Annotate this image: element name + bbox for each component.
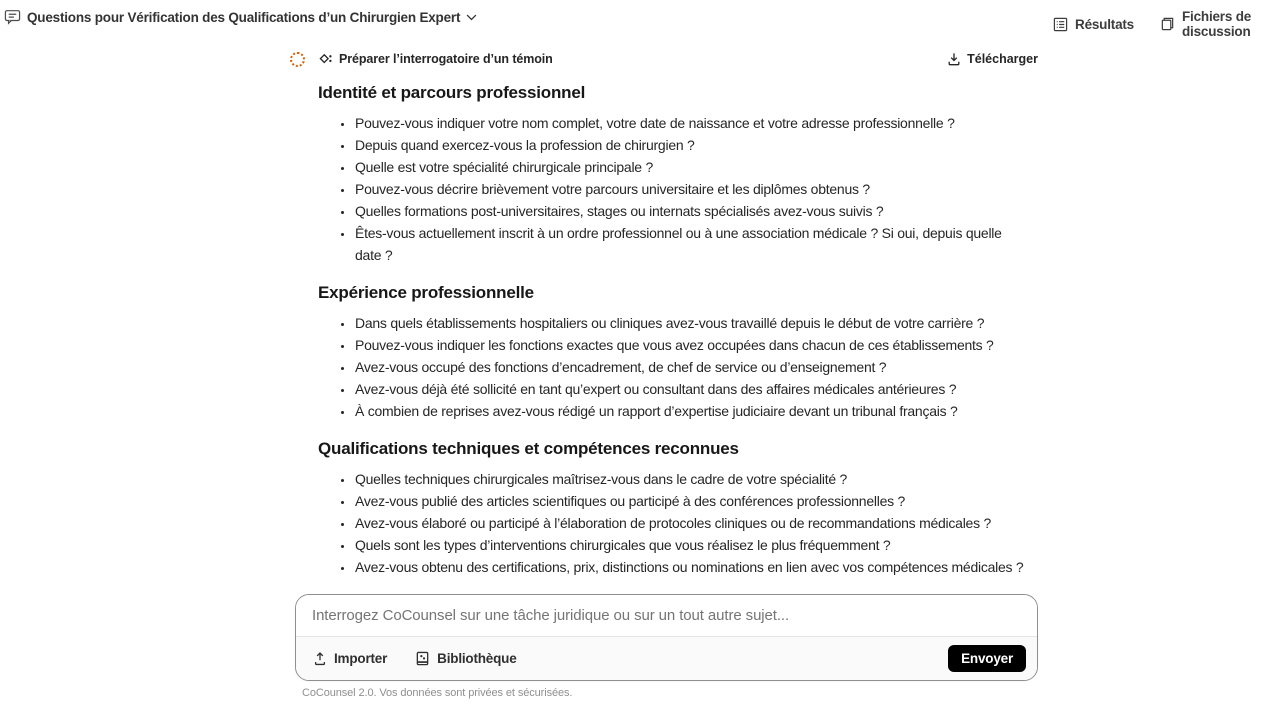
section-heading: Identité et parcours professionnel xyxy=(318,83,586,102)
composer-area xyxy=(295,594,1038,699)
chevron-down-icon xyxy=(466,14,477,21)
question-item: • Avez-vous élaboré ou participé à l’élaboration de protocoles cliniques ou de recommandations médicales ? xyxy=(354,512,1038,534)
sparkle-icon xyxy=(319,53,333,66)
results-list-icon xyxy=(1053,17,1068,32)
download-label: Télécharger xyxy=(967,52,1038,66)
question-item: • Êtes-vous actuellement inscrit à un ordre professionnel ou à une association médicale ? Si oui, depuis quelle date ? xyxy=(354,222,1038,266)
topbar xyxy=(0,0,1280,42)
download-icon xyxy=(947,52,961,66)
question-item: • Dans quels établissements hospitaliers ou cliniques avez-vous travaillé depuis le début de votre carrière ? xyxy=(354,312,1038,334)
question-item: • Avez-vous déjà été sollicité en tant qu’expert ou consultant dans des affaires médicales antérieures ? xyxy=(354,378,1038,400)
question-list xyxy=(318,112,1038,266)
section-heading: Expérience professionnelle xyxy=(318,283,534,302)
question-item: • Depuis quand exercez-vous la profession de chirurgien ? xyxy=(354,134,1038,156)
question-item: • Pouvez-vous décrire brièvement votre parcours universitaire et les diplômes obtenus ? xyxy=(354,178,1038,200)
download-button[interactable] xyxy=(947,52,1038,66)
task-header xyxy=(290,50,1038,68)
question-item: • Quelle est votre spécialité chirurgicale principale ? xyxy=(354,156,1038,178)
conversation-title-dropdown[interactable] xyxy=(4,9,477,25)
prompt-row xyxy=(296,595,1037,636)
section-heading: Qualifications techniques et compétences reconnues xyxy=(318,439,739,458)
question-item: • Quels sont les types d’interventions chirurgicales que vous réalisez le plus fréquemment ? xyxy=(354,534,1038,556)
upload-icon xyxy=(313,651,327,666)
prompt-input[interactable] xyxy=(312,607,1021,624)
question-item: • Quelles formations post-universitaires, stages ou internats spécialisés avez-vous suivis ? xyxy=(354,200,1038,222)
discussion-files-button[interactable] xyxy=(1160,9,1262,39)
skill-chip xyxy=(319,52,553,66)
question-item: • Pouvez-vous indiquer votre nom complet, votre date de naissance et votre adresse professionnelle ? xyxy=(354,112,1038,134)
library-label: Bibliothèque xyxy=(437,651,517,666)
import-button[interactable] xyxy=(313,651,387,666)
question-item: • Quelles techniques chirurgicales maîtrisez-vous dans le cadre de votre spécialité ? xyxy=(354,468,1038,490)
question-item: • Avez-vous publié des articles scientifiques ou participé à des conférences professionnelles ? xyxy=(354,490,1038,512)
results-button[interactable] xyxy=(1053,17,1134,32)
question-list xyxy=(318,312,1038,422)
composer-toolbar xyxy=(296,636,1037,680)
results-label: Résultats xyxy=(1075,16,1134,32)
question-item: • À combien de reprises avez-vous rédigé un rapport d’expertise judiciaire devant un tribunal français ? xyxy=(354,400,1038,422)
topbar-actions xyxy=(1053,9,1262,39)
files-label: Fichiers de discussion xyxy=(1182,9,1252,39)
question-item: • Pouvez-vous indiquer les fonctions exactes que vous avez occupées dans chacun de ces établissements ? xyxy=(354,334,1038,356)
library-button[interactable] xyxy=(415,651,516,666)
files-icon xyxy=(1160,16,1175,32)
loading-spinner-icon xyxy=(290,52,305,67)
import-label: Importer xyxy=(334,651,388,666)
send-button[interactable]: Envoyer xyxy=(948,645,1026,672)
question-list xyxy=(318,468,1038,578)
composer xyxy=(295,594,1038,681)
library-book-icon xyxy=(415,651,430,666)
question-item: • Avez-vous obtenu des certifications, prix, distinctions ou nominations en lien avec vos compétences médicales ? xyxy=(354,556,1038,578)
conversation-title: Questions pour Vérification des Qualifications d’un Chirurgien Expert xyxy=(27,9,461,25)
assistant-response xyxy=(290,50,1038,578)
skill-label: Préparer l’interrogatoire d’un témoin xyxy=(339,52,553,66)
question-item: • Avez-vous occupé des fonctions d’encadrement, de chef de service ou d’enseignement ? xyxy=(354,356,1038,378)
questions-document xyxy=(318,82,1038,578)
privacy-footer: CoCounsel 2.0. Vos données sont privées et sécurisées. xyxy=(302,687,573,699)
chat-bubble-icon xyxy=(4,9,21,25)
